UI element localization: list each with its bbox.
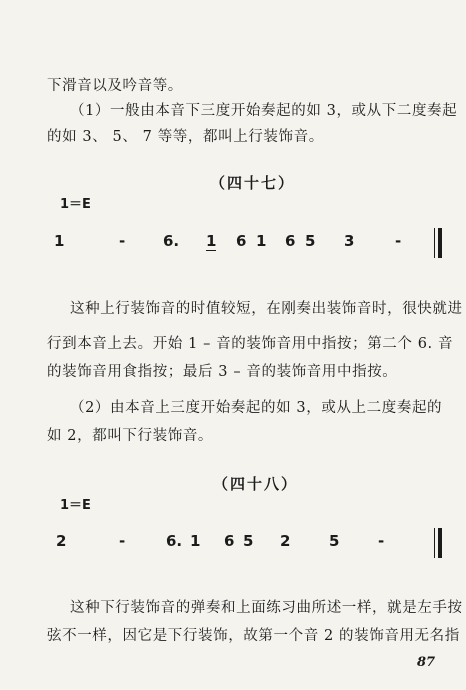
note-10-dash: - — [395, 232, 402, 250]
double-bar-line — [434, 228, 435, 258]
note-2-dash: - — [119, 532, 126, 550]
text-line-6: 的装饰音用食指按；最后 3 – 音的装饰音用中指按。 — [47, 364, 398, 380]
example-48-key: 1＝E — [60, 498, 91, 513]
note-6: 5 — [243, 532, 254, 550]
text-line-5: 行到本音上去。开始 1 – 音的装饰音用中指按；第二个 6. 音 — [47, 336, 454, 352]
text-line-8: 如 2，都叫下行装饰音。 — [47, 428, 214, 444]
note-7: 2 — [280, 532, 291, 550]
double-bar-line — [434, 528, 435, 558]
note-3: 6. — [163, 232, 180, 250]
text-line-9: 这种下行装饰音的弹奏和上面练习曲所述一样，就是左手按 — [70, 600, 463, 616]
note-4: 1 — [206, 232, 217, 250]
note-9: 3 — [344, 232, 355, 250]
note-1: 1 — [54, 232, 65, 250]
note-3: 6. — [166, 532, 183, 550]
note-8: 5 — [329, 532, 340, 550]
note-8: 5 — [305, 232, 316, 250]
note-9-dash: - — [378, 532, 385, 550]
page-number: 87 — [417, 655, 436, 670]
note-6: 1 — [256, 232, 267, 250]
text-line-1: 下滑音以及吟音等。 — [47, 78, 183, 94]
note-7: 6 — [285, 232, 296, 250]
double-bar-line-thick — [438, 228, 442, 258]
note-5: 6 — [236, 232, 247, 250]
example-48-title: （四十八） — [213, 475, 299, 493]
note-2-dash: - — [119, 232, 126, 250]
text-line-3: 的如 3、 5、 7 等等，都叫上行装饰音。 — [47, 129, 324, 145]
text-line-10: 弦不一样，因它是下行装饰，故第一个音 2 的装饰音用无名指 — [47, 628, 460, 644]
text-line-2: （1）一般由本音下三度开始奏起的如 3，或从下二度奏起 — [70, 103, 458, 119]
text-line-7: （2）由本音上三度开始奏起的如 3，或从上二度奏起的 — [70, 400, 443, 416]
note-1: 2 — [56, 532, 67, 550]
text-line-4: 这种上行装饰音的时值较短，在刚奏出装饰音时，很快就进 — [70, 301, 463, 317]
double-bar-line-thick — [438, 528, 442, 558]
note-4: 1 — [190, 532, 201, 550]
example-47-title: （四十七） — [210, 174, 296, 192]
example-47-key: 1＝E — [60, 197, 91, 212]
note-5: 6 — [224, 532, 235, 550]
